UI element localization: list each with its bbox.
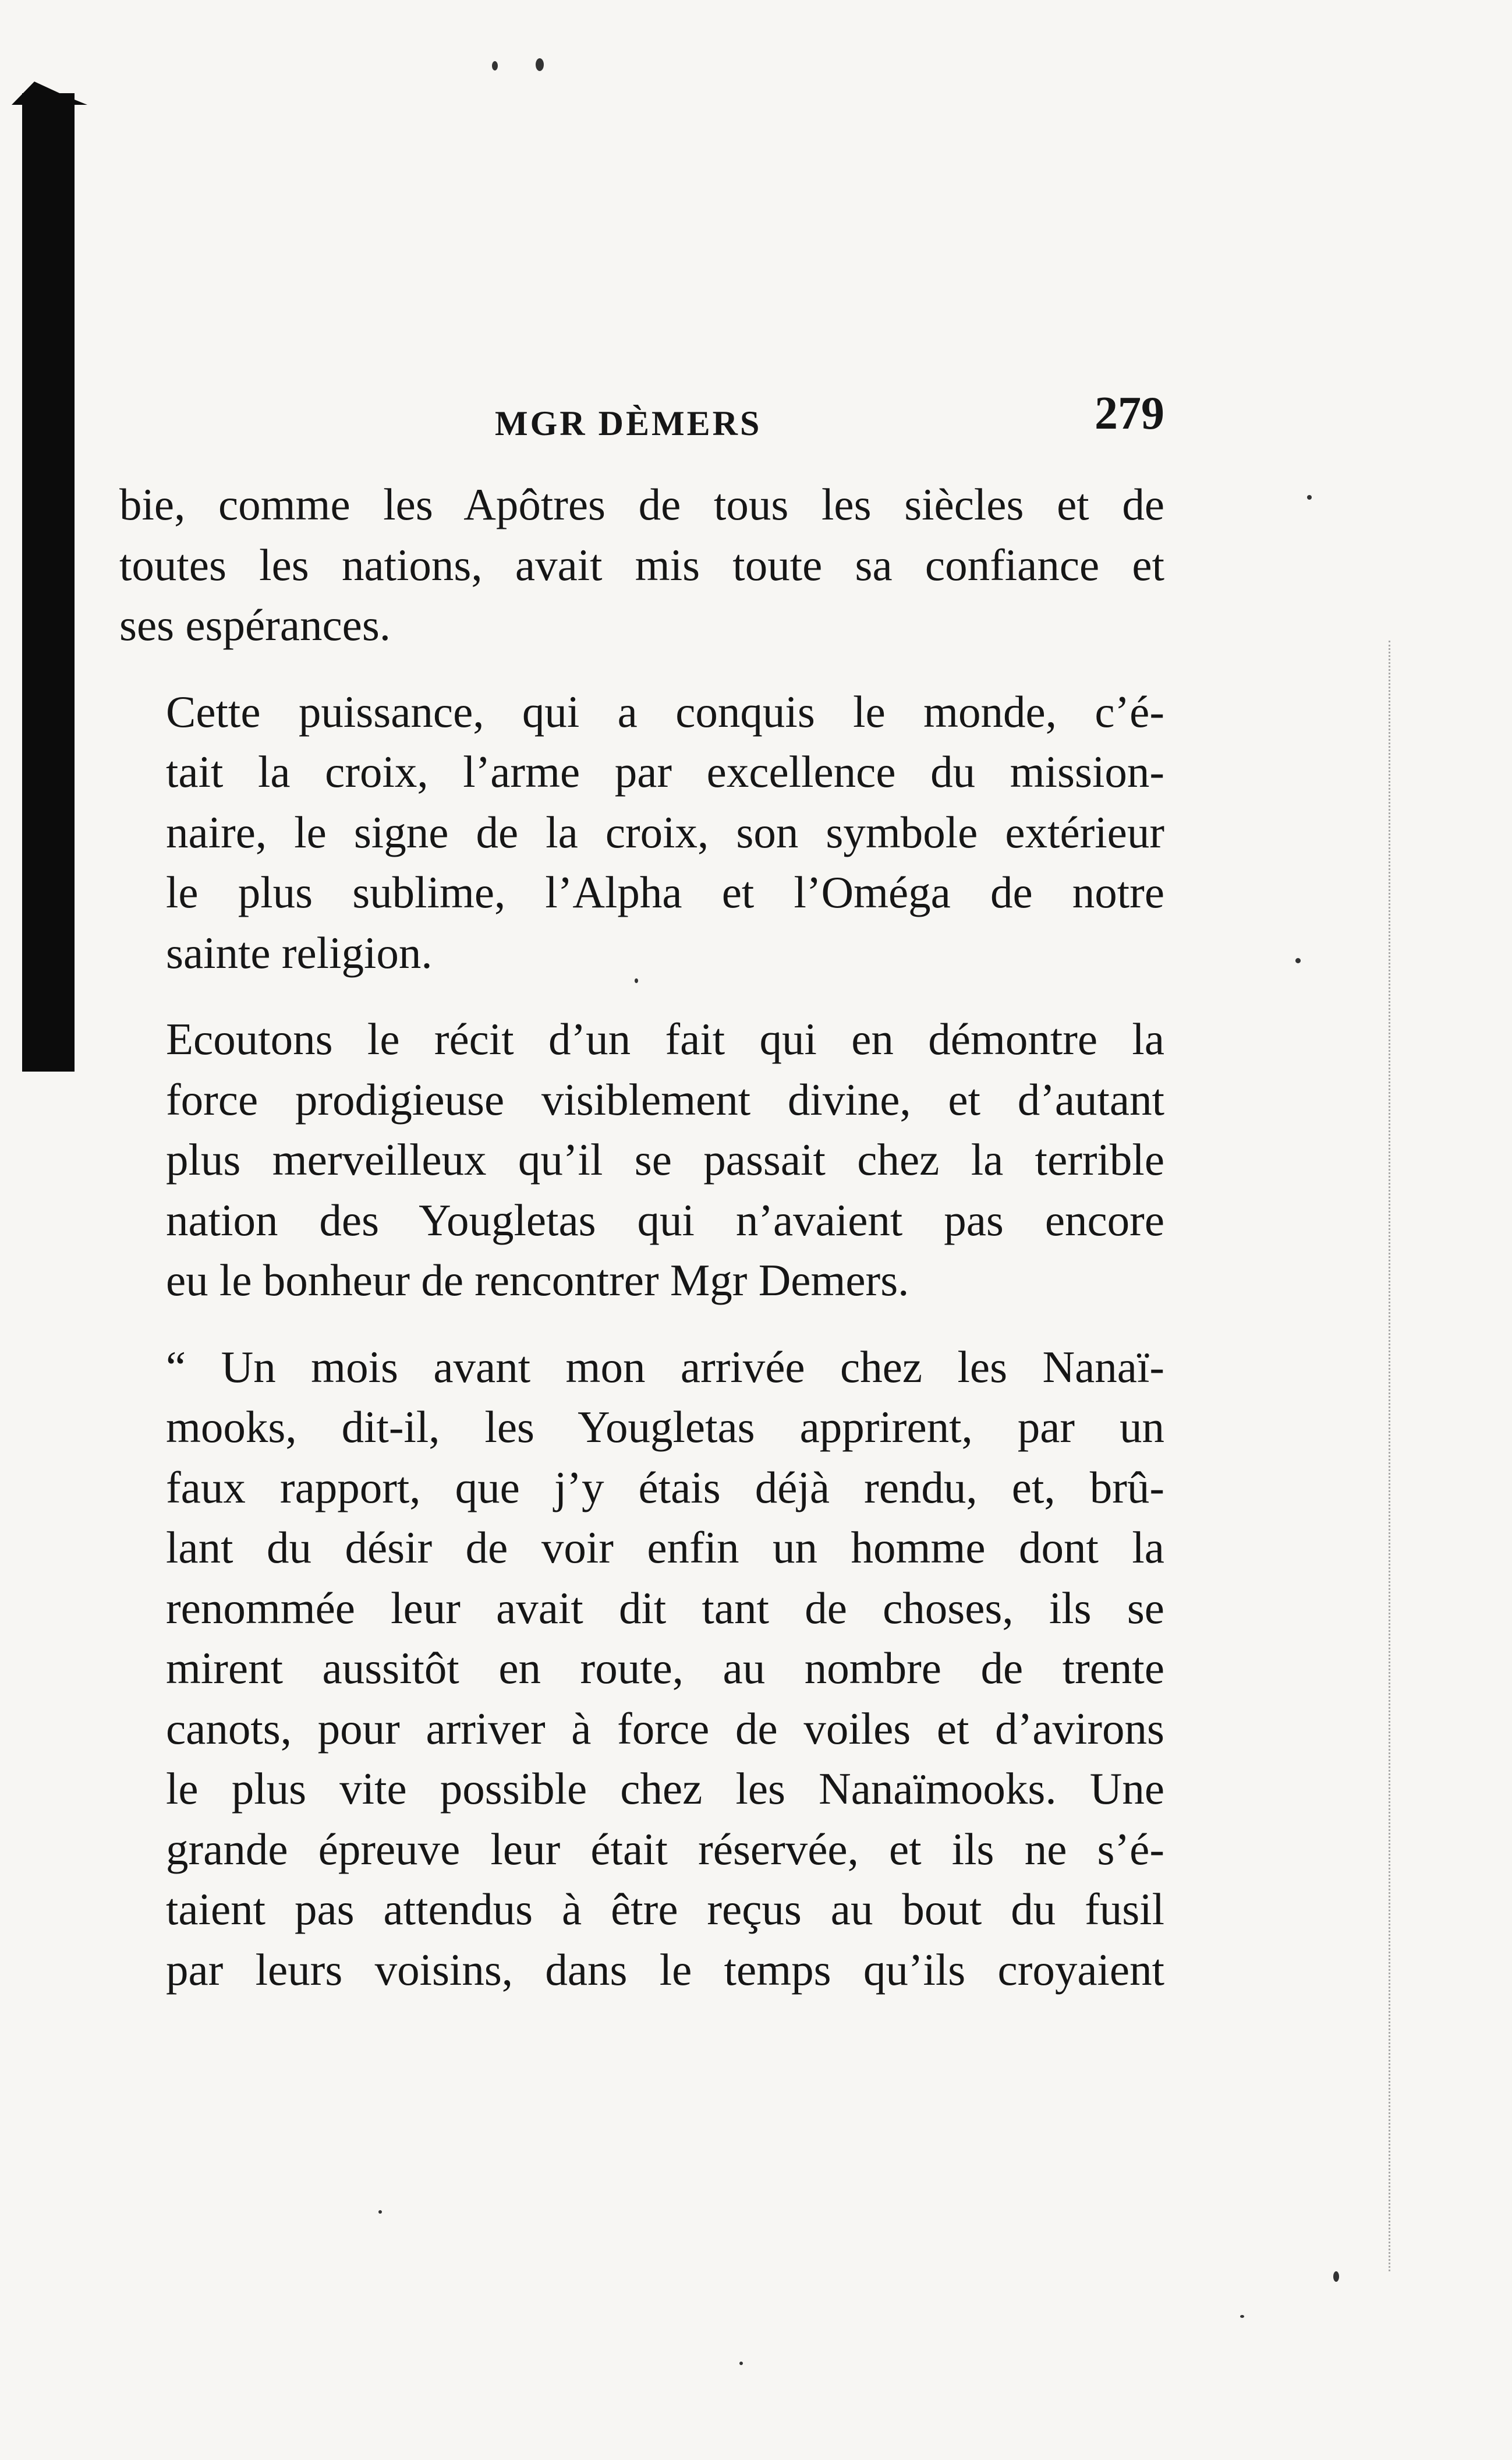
text-line: Cette puissance, qui a conquis le monde, c’é- [166, 686, 1164, 737]
text-line: “ Un mois avant mon arrivée chez les Nanaï- [166, 1341, 1164, 1392]
body-text [119, 475, 1164, 2026]
ink-speck [1295, 958, 1301, 963]
text-line: mooks, dit-il, les Yougletas apprirent, par un [166, 1402, 1164, 1452]
paragraph-1 [119, 475, 1164, 656]
page-edge-specks [1389, 641, 1393, 2271]
binding-shadow [22, 93, 75, 1072]
text-line: nation des Yougletas qui n’avaient pas encore [166, 1194, 1164, 1245]
text-line: taient pas attendus à être reçus au bout du fusil [166, 1884, 1164, 1934]
text-line: par leurs voisins, dans le temps qu’ils croyaient [166, 1944, 1164, 1995]
text-line: tait la croix, l’arme par excellence du mission- [166, 747, 1164, 797]
text-line: canots, pour arriver à force de voiles et d’avirons [166, 1703, 1164, 1754]
text-line: bie, comme les Apôtres de tous les siècles et de [119, 479, 1164, 529]
ink-speck [1307, 495, 1312, 500]
text-line: ses espérances. [119, 600, 391, 650]
running-head: MGR DÈMERS [495, 404, 762, 443]
text-line: plus merveilleux qu’il se passait chez la terrible [166, 1134, 1164, 1185]
paragraph-3 [119, 1009, 1164, 1311]
text-line: sainte religion. [166, 927, 433, 978]
text-line: lant du désir de voir enfin un homme dont la [166, 1522, 1164, 1572]
ink-speck [378, 2210, 382, 2214]
ink-speck [1240, 2315, 1244, 2318]
paragraph-2 [119, 682, 1164, 984]
ink-speck [1333, 2271, 1339, 2282]
ink-speck [536, 58, 544, 71]
ink-speck [739, 2362, 743, 2365]
text-line: Ecoutons le récit d’un fait qui en démontre la [166, 1014, 1164, 1064]
ink-speck [492, 61, 498, 70]
page-number: 279 [1095, 388, 1164, 439]
text-line: renommée leur avait dit tant de choses, ils se [166, 1582, 1164, 1633]
text-line: mirent aussitôt en route, au nombre de trente [166, 1643, 1164, 1693]
text-line: eu le bonheur de rencontrer Mgr Demers. [166, 1255, 909, 1305]
text-line: toutes les nations, avait mis toute sa confiance et [119, 539, 1164, 590]
text-line: le plus vite possible chez les Nanaïmooks. Une [166, 1763, 1164, 1814]
text-line: faux rapport, que j’y étais déjà rendu, et, brû- [166, 1462, 1164, 1512]
page-header [116, 381, 1164, 446]
text-line: le plus sublime, l’Alpha et l’Oméga de notre [166, 867, 1164, 917]
text-line: force prodigieuse visiblement divine, et d’autant [166, 1074, 1164, 1125]
ink-speck [635, 978, 638, 983]
text-line: grande épreuve leur était réservée, et ils ne s’é- [166, 1823, 1164, 1874]
paragraph-4 [119, 1337, 1164, 2000]
text-line: naire, le signe de la croix, son symbole extérieur [166, 807, 1164, 857]
